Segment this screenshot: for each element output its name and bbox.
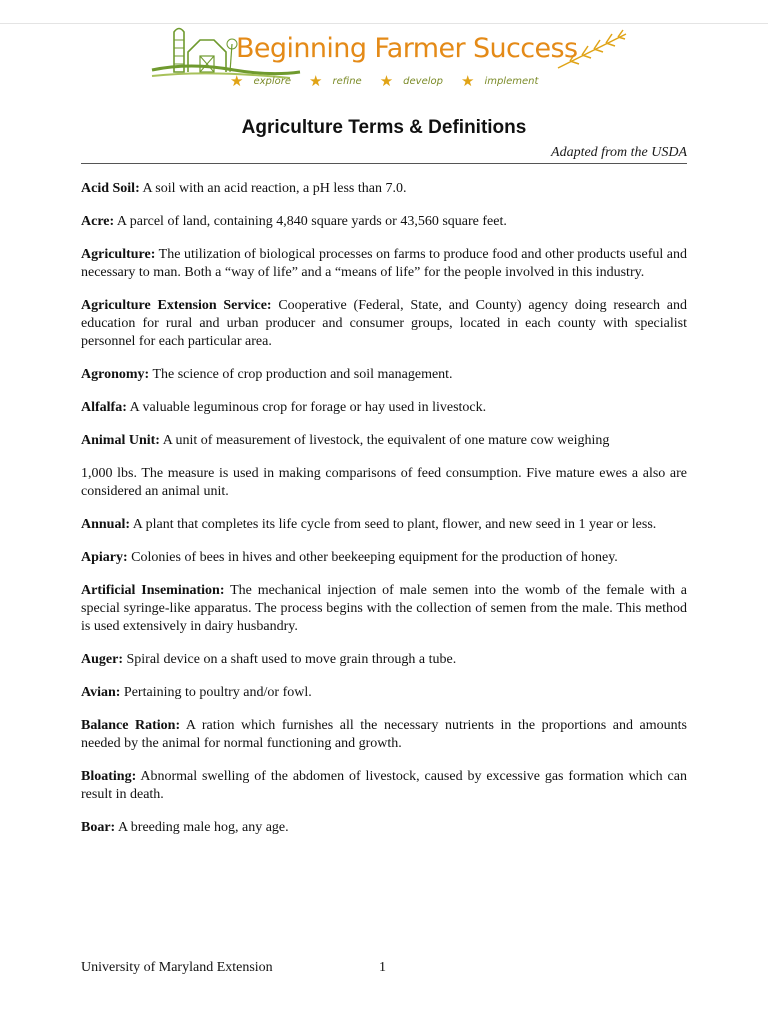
terms-list [81, 180, 687, 852]
term-definition: Spiral device on a shaft used to move grain through a tube. [126, 652, 457, 667]
term-definition: A parcel of land, containing 4,840 square yards or 43,560 square feet. [116, 214, 507, 229]
term-entry [81, 297, 687, 351]
term-name: Annual: [81, 517, 131, 532]
term-definition: A unit of measurement of livestock, the equivalent of one mature cow weighing [162, 433, 610, 448]
term-entry [81, 213, 687, 231]
term-definition: A breeding male hog, any age. [117, 820, 289, 835]
term-entry [81, 366, 687, 384]
term-entry [81, 516, 687, 534]
term-definition: Pertaining to poultry and/or fowl. [123, 685, 312, 700]
term-name: Agriculture Extension Service: [81, 298, 272, 313]
term-name: Balance Ration: [81, 718, 181, 733]
term-entry [81, 399, 687, 417]
term-entry [81, 180, 687, 198]
term-definition: The mechanical injection of male semen into the womb of the female with a special syringe-like apparatus. The process begins with the collection of semen from the male. This method is used extensively in dairy husbandry. [81, 583, 687, 634]
term-name: Acre: [81, 214, 115, 229]
term-definition: 1,000 lbs. The measure is used in making comparisons of feed consumption. Five mature ewes a also are considered an animal unit. [81, 466, 687, 499]
logo-title: Beginning Farmer Success [236, 33, 578, 64]
term-definition: A soil with an acid reaction, a pH less than 7.0. [142, 181, 407, 196]
footer-organization: University of Maryland Extension [81, 960, 273, 975]
term-definition: Abnormal swelling of the abdomen of livestock, caused by excessive gas formation which can result in death. [81, 769, 687, 802]
tagline-word: explore [253, 76, 292, 87]
logo-tagline [230, 74, 546, 89]
star-icon: ★ [460, 72, 475, 90]
term-definition: Cooperative (Federal, State, and County) agency doing research and education for rural and urban producer and consumer groups, located in each county with specialist personnel for each particular area. [81, 298, 687, 349]
term-entry [81, 246, 687, 282]
term-entry [81, 768, 687, 804]
tagline-word: refine [332, 76, 362, 87]
tagline-word: implement [484, 76, 539, 87]
term-name: Apiary: [81, 550, 128, 565]
document-title: Agriculture Terms & Definitions [241, 117, 527, 138]
star-icon: ★ [309, 72, 323, 90]
term-entry [81, 819, 687, 837]
title-divider [81, 163, 687, 164]
tagline-word: develop [403, 76, 443, 87]
term-name: Boar: [81, 820, 116, 835]
page-number: 1 [379, 960, 386, 975]
star-icon: ★ [379, 72, 394, 90]
term-name: Agriculture: [81, 247, 156, 262]
term-name: Artificial Insemination: [81, 583, 225, 598]
term-entry [81, 684, 687, 702]
source-attribution: Adapted from the USDA [551, 145, 687, 160]
term-name: Acid Soil: [81, 181, 140, 196]
star-icon: ★ [230, 72, 244, 90]
term-name: Animal Unit: [81, 433, 160, 448]
term-entry [81, 549, 687, 567]
term-name: Bloating: [81, 769, 137, 784]
term-entry-continuation [81, 465, 687, 501]
term-name: Auger: [81, 652, 123, 667]
term-name: Avian: [81, 685, 121, 700]
term-entry [81, 717, 687, 753]
beginning-farmer-success-logo [150, 24, 630, 94]
term-definition: The science of crop production and soil management. [152, 367, 453, 382]
term-entry [81, 432, 687, 450]
term-name: Agronomy: [81, 367, 150, 382]
term-entry [81, 582, 687, 636]
term-entry [81, 651, 687, 669]
term-definition: A plant that completes its life cycle from seed to plant, flower, and new seed in 1 year or less. [132, 517, 657, 532]
term-definition: A valuable leguminous crop for forage or hay used in livestock. [129, 400, 487, 415]
term-name: Alfalfa: [81, 400, 127, 415]
term-definition: A ration which furnishes all the necessary nutrients in the proportions and amounts needed by the animal for normal functioning and growth. [81, 718, 687, 751]
term-definition: Colonies of bees in hives and other beekeeping equipment for the production of honey. [131, 550, 618, 565]
term-definition: The utilization of biological processes on farms to produce food and other products useful and necessary to man. Both a “way of life” and a “means of life” for the people involved in this industry. [81, 247, 688, 280]
